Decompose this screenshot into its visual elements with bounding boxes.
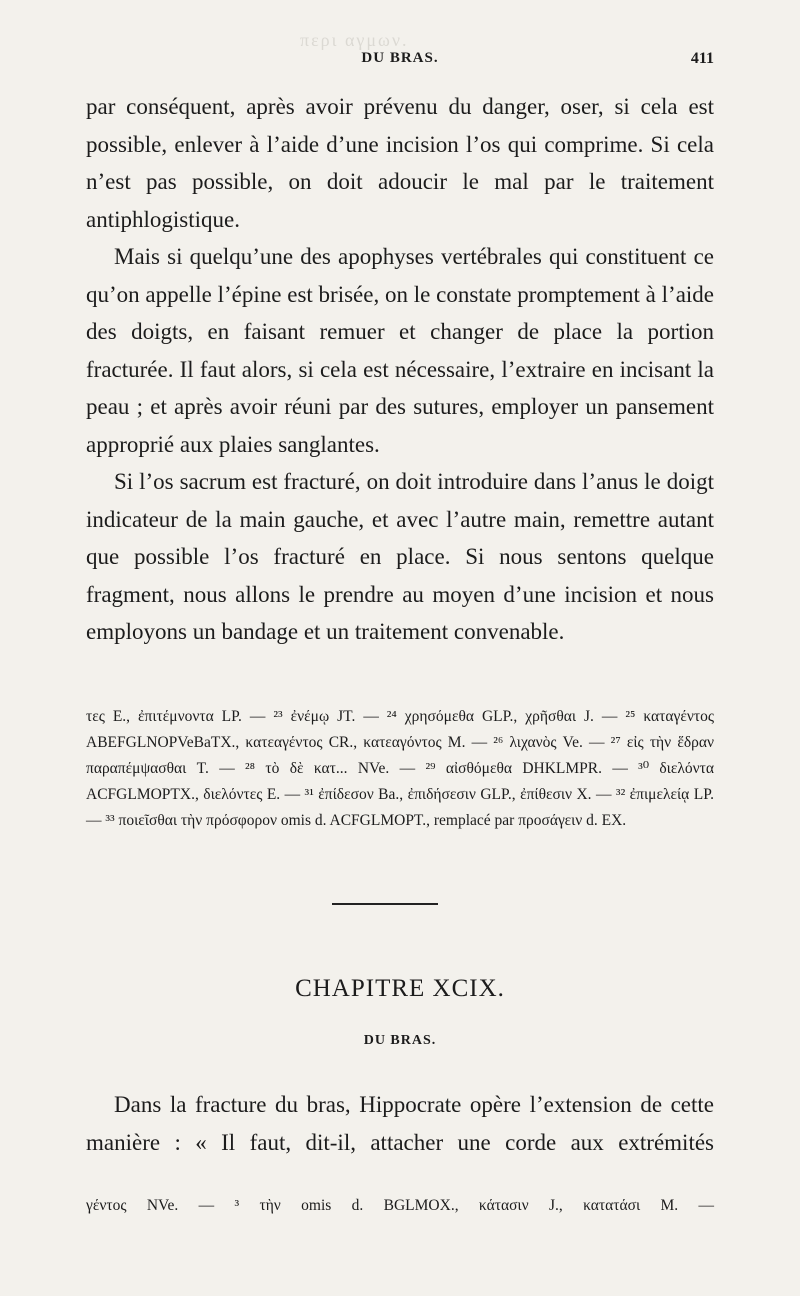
footer-note: γέντος NVe. — ³ τὴν omis d. BGLMOX., κάτασιν J., κατατάσι M. — (86, 1197, 714, 1214)
critical-apparatus (86, 704, 714, 834)
paragraph-1: par conséquent, après avoir prévenu du danger, oser, si cela est possible, enlever à l’aide d’une incision l’os qui comprime. Si cela n’est pas possible, on doit adoucir le mal par le traitement antiphlogistique. (86, 94, 714, 232)
paragraph-2: Mais si quelqu’une des apophyses vertébrales qui constituent ce qu’on appelle l’épine est brisée, on le constate promptement à l’aide des doigts, en faisant remuer et changer de place la portion fracturée. Il faut alors, si cela est nécessaire, l’extraire en incisant la peau ; et après avoir réuni par des sutures, employer un pansement approprié aux plaies sanglantes. (86, 244, 714, 457)
bleed-through-text: περι αγμων. (300, 30, 409, 50)
section-divider (332, 903, 438, 905)
chapter-paragraph: Dans la fracture du bras, Hippocrate opère l’extension de cette manière : « Il faut, dit-il, attacher une corde aux extrémités (86, 1092, 714, 1155)
running-head (86, 50, 714, 72)
variant-notes: τες E., ἐπιτέμνοντα LP. — ²³ ἐνέμῳ JT. — ²⁴ χρησόμεθα GLP., χρῆσθαι J. — ²⁵ καταγέντος ABEFGLNOPVeBaTX., κατεαγέντος CR., κατεαγόντος M. — ²⁶ λιχανὸς Ve. — ²⁷ εἰς τὴν ἕδραν παραπέμψασθαι T. — ²⁸ τὸ δὲ κατ... NVe. — ²⁹ αἰσθόμεθα DHKLMPR. — ³⁰ διελόντα ACFGLMOPTX., διελόντες E. — ³¹ ἐπίδεσον Ba., ἐπιδήσεσιν GLP., ἐπίθεσιν X. — ³² ἐπιμελείᾳ LP. — ³³ ποιεῖσθαι τὴν πρόσφορον omis d. ACFGLMOPT., remplacé par προσάγειν d. EX. (86, 708, 714, 829)
chapter-subtitle: DU BRAS. (363, 1033, 437, 1048)
main-text (86, 88, 714, 651)
chapter-title: CHAPITRE XCIX. (295, 975, 505, 1002)
running-head-title: DU BRAS. (361, 50, 439, 66)
chapter-body (86, 1086, 714, 1161)
paragraph-3: Si l’os sacrum est fracturé, on doit introduire dans l’anus le doigt indicateur de la main gauche, et avec l’autre main, remettre autant que possible l’os fracturé en place. Si nous sentons quelque fragment, nous allons le prendre au moyen d’une incision et nous employons un bandage et un traitement convenable. (86, 469, 714, 644)
page-number: 411 (690, 50, 714, 67)
